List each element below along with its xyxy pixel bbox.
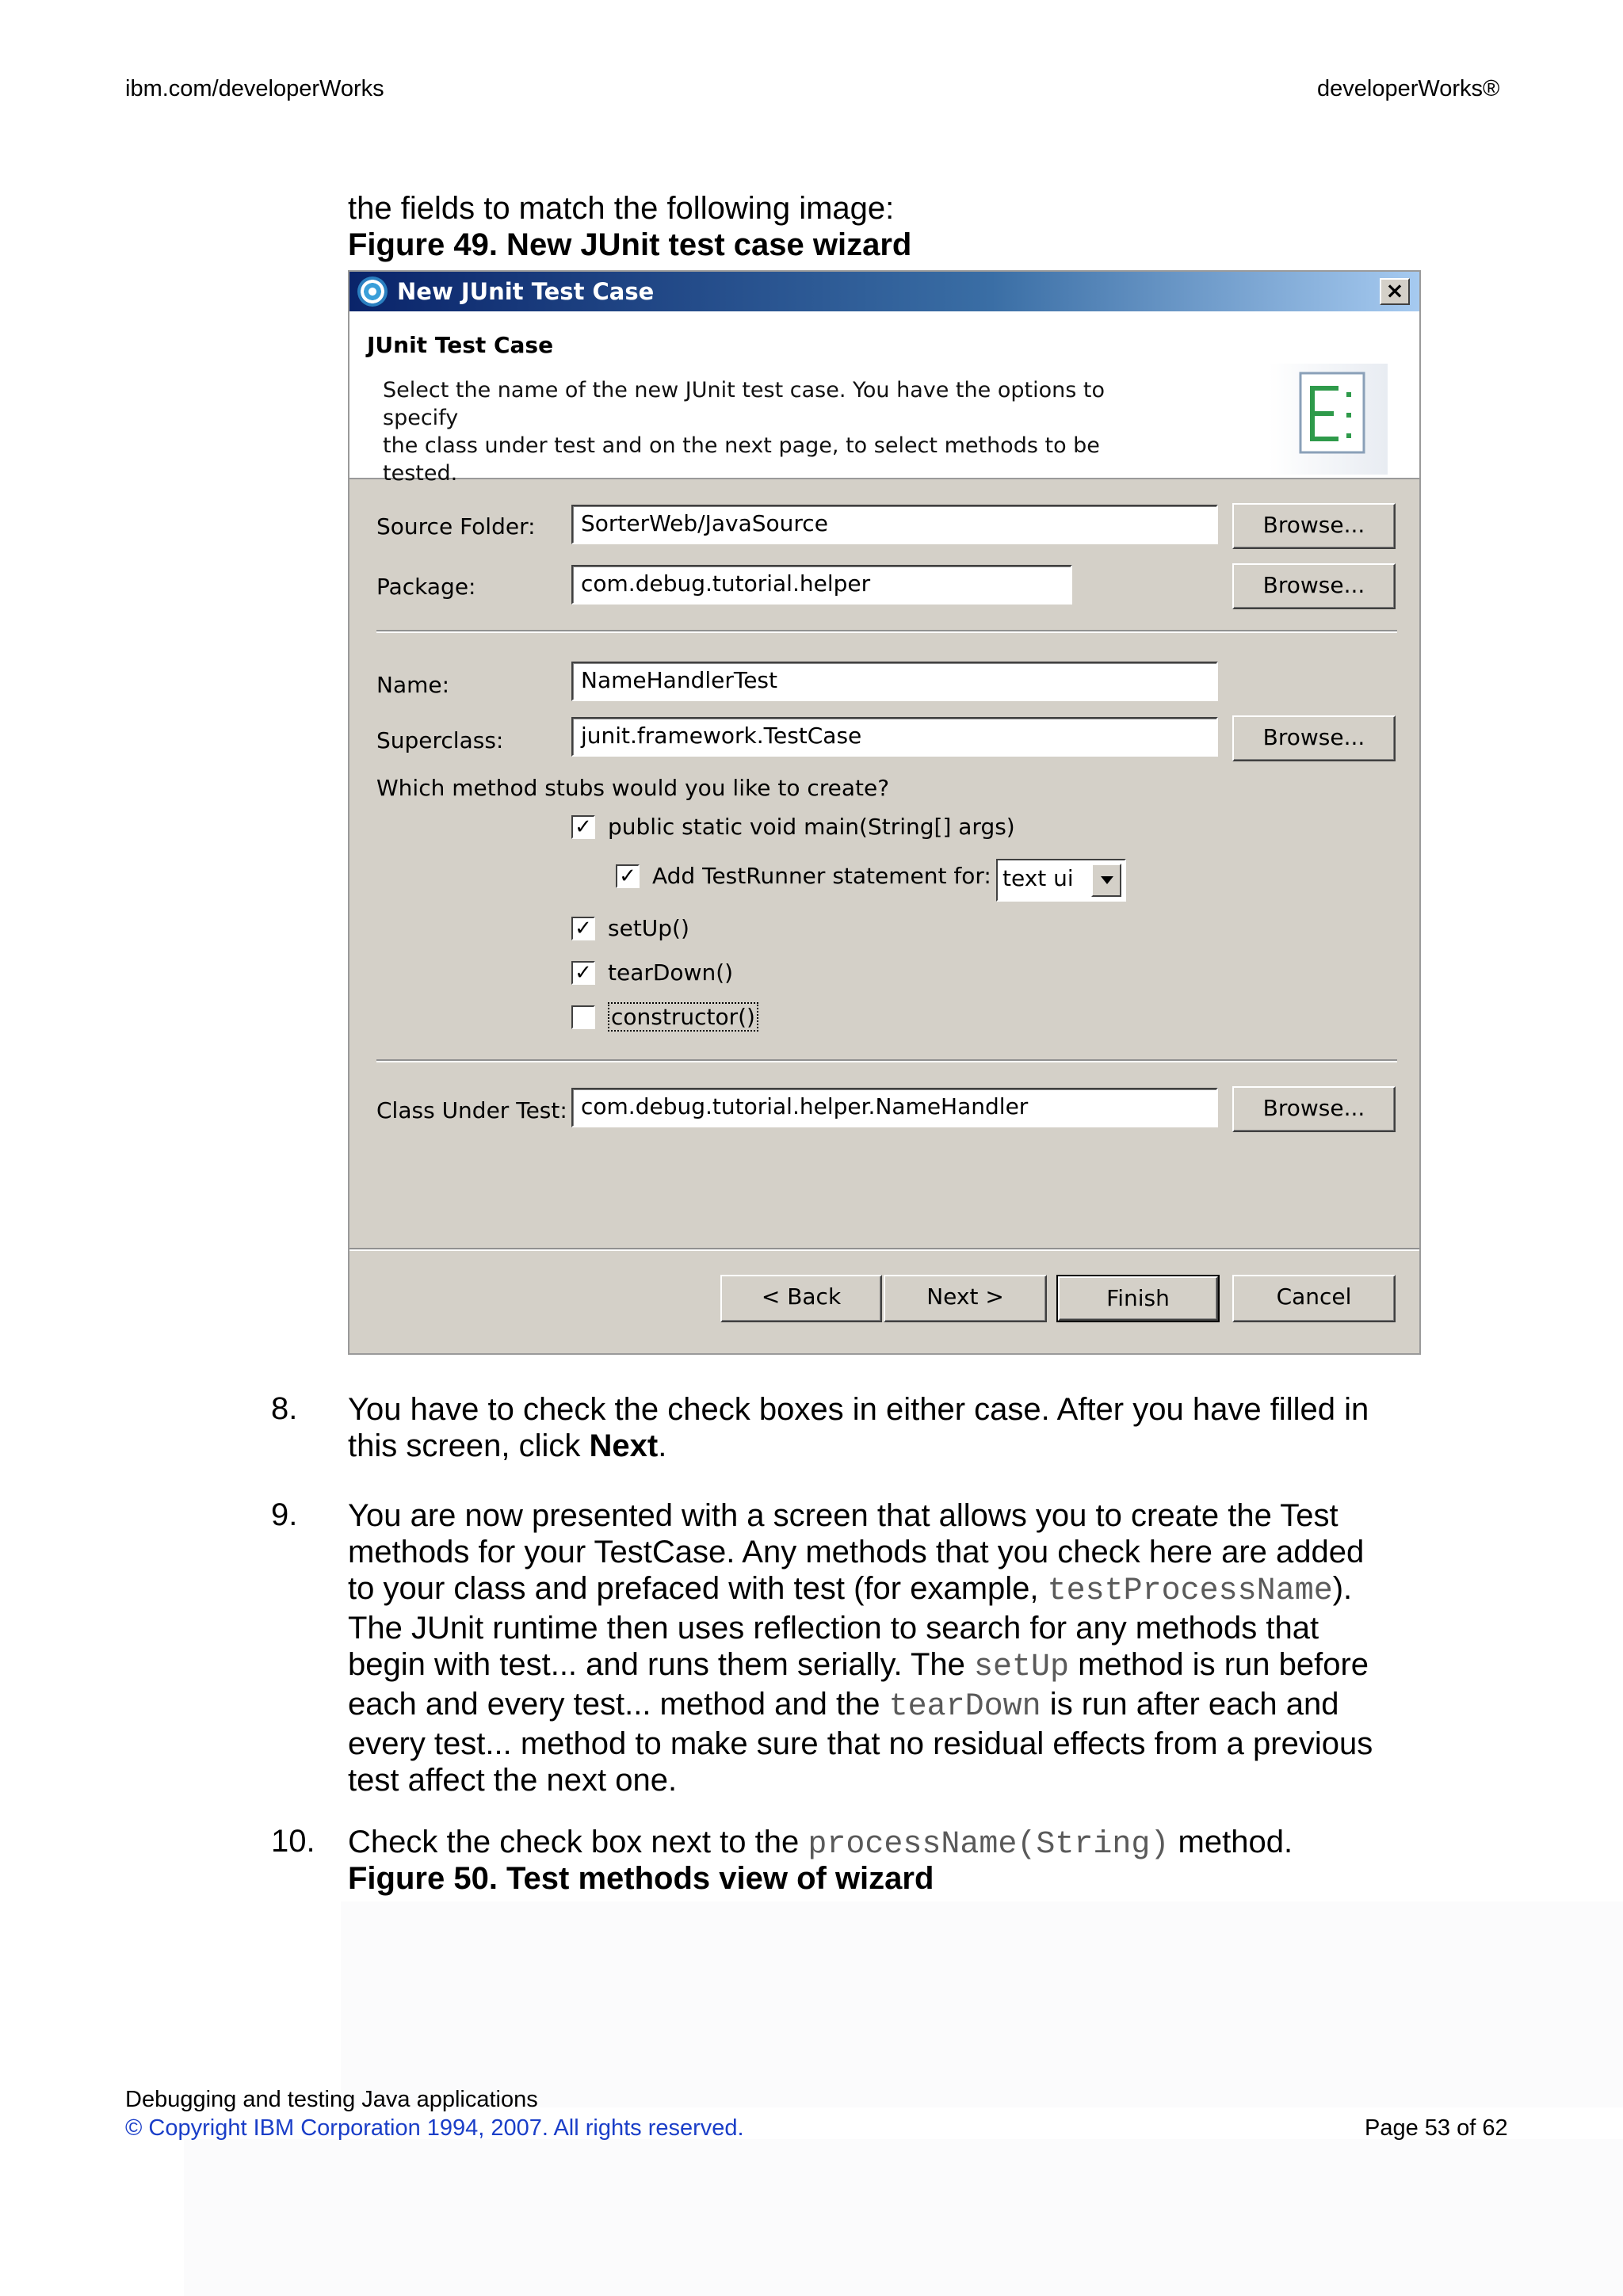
eclipse-icon	[357, 277, 388, 307]
constructor-label: constructor()	[608, 1002, 758, 1032]
separator	[376, 1059, 1397, 1062]
page-number: Page 53 of 62	[1365, 2115, 1508, 2141]
footer-copyright-link[interactable]: © Copyright IBM Corporation 1994, 2007. All rights reserved.	[125, 2115, 744, 2141]
constructor-checkbox[interactable]	[571, 1005, 595, 1029]
setup-checkbox[interactable]: ✓	[571, 917, 595, 940]
package-input[interactable]: com.debug.tutorial.helper	[571, 565, 1072, 605]
banner-title: JUnit Test Case	[367, 332, 554, 358]
figure-50-image-area	[184, 2139, 1623, 2296]
source-folder-browse-button[interactable]: Browse...	[1232, 503, 1396, 549]
stubs-question: Which method stubs would you like to create?	[376, 775, 890, 801]
footer-title: Debugging and testing Java applications	[125, 2087, 538, 2112]
package-label: Package:	[376, 574, 476, 600]
header-brand: developerWorks®	[1317, 76, 1500, 101]
step-number: 10.	[271, 1824, 315, 1859]
testrunner-select[interactable]	[996, 859, 1126, 902]
figure-50-caption: Figure 50. Test methods view of wizard	[348, 1861, 934, 1896]
testrunner-checkbox[interactable]: ✓	[616, 864, 640, 888]
chevron-down-icon[interactable]	[1091, 864, 1121, 897]
junit-wizard-dialog	[348, 270, 1421, 1355]
cancel-button[interactable]: Cancel	[1232, 1275, 1396, 1322]
header-site: ibm.com/developerWorks	[125, 76, 384, 101]
junit-wizard-icon	[1269, 364, 1388, 475]
testrunner-label: Add TestRunner statement for:	[652, 863, 991, 889]
teardown-checkbox[interactable]: ✓	[571, 961, 595, 985]
source-folder-input[interactable]: SorterWeb/JavaSource	[571, 505, 1218, 544]
name-input[interactable]: NameHandlerTest	[571, 662, 1218, 701]
step-10-text: Check the check box next to the processName(String) method.	[348, 1825, 1293, 1863]
setup-label: setUp()	[608, 915, 689, 941]
class-under-test-label: Class Under Test:	[376, 1097, 567, 1123]
name-label: Name:	[376, 672, 450, 698]
figure-50-image-area	[341, 1901, 1623, 2107]
banner-description: Select the name of the new JUnit test case. You have the options to specify the class under test and on the next page, to select methods to be tested.	[383, 378, 1105, 486]
step-number: 9.	[271, 1497, 298, 1532]
main-stub-label: public static void main(String[] args)	[608, 814, 1015, 840]
source-folder-label: Source Folder:	[376, 513, 536, 540]
close-button[interactable]: ×	[1380, 278, 1410, 305]
wizard-banner	[349, 311, 1419, 486]
class-under-test-browse-button[interactable]: Browse...	[1232, 1086, 1396, 1132]
superclass-label: Superclass:	[376, 727, 504, 753]
finish-button[interactable]: Finish	[1058, 1276, 1218, 1321]
figure-49-caption: Figure 49. New JUnit test case wizard	[348, 227, 912, 262]
testrunner-select-value: text ui	[1002, 865, 1074, 891]
superclass-browse-button[interactable]: Browse...	[1232, 715, 1396, 761]
superclass-input[interactable]: junit.framework.TestCase	[571, 717, 1218, 757]
separator	[349, 1248, 1419, 1251]
back-button[interactable]: < Back	[720, 1275, 882, 1322]
next-button[interactable]: Next >	[884, 1275, 1047, 1322]
teardown-label: tearDown()	[608, 959, 734, 986]
dialog-title: New JUnit Test Case	[397, 278, 655, 305]
step-8-text: You have to check the check boxes in either case. After you have filled in this screen, click Next.	[348, 1392, 1369, 1463]
class-under-test-input[interactable]: com.debug.tutorial.helper.NameHandler	[571, 1088, 1218, 1127]
step-number: 8.	[271, 1391, 298, 1426]
main-stub-checkbox[interactable]: ✓	[571, 815, 595, 839]
intro-text: the fields to match the following image:	[348, 191, 895, 226]
package-browse-button[interactable]: Browse...	[1232, 563, 1396, 609]
dialog-titlebar	[349, 272, 1419, 311]
separator	[376, 630, 1397, 633]
step-9-text: You are now presented with a screen that allows you to create the Test methods for your TestCase. Any methods that you check here are added to your class and prefaced with test (for example, testProcessName). The JUnit runtime then uses reflection to search for any methods that begin with test... and runs them serially. The setUp method is run before each and every test... method and the tearDown is run after each and every test... method to make sure that no residual effects from a previous test affect the next one.	[348, 1498, 1373, 1798]
